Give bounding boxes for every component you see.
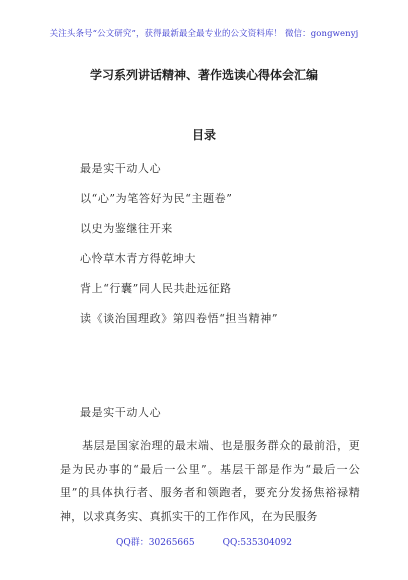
qq-group-number: QQ群：30265665 <box>116 538 195 548</box>
toc-item: 以“心”为笔答好为民“主题卷” <box>80 192 233 205</box>
toc-item: 读《谈治国理政》第四卷悟“担当精神” <box>80 312 279 325</box>
toc-item: 背上“行囊”同人民共赴远征路 <box>80 282 232 295</box>
toc-list <box>80 161 278 341</box>
toc-item: 最是实干动人心 <box>80 162 162 175</box>
toc-title: 目录 <box>191 128 216 142</box>
document-title: 学习系列讲话精神、著作选读心得体会汇编 <box>89 68 318 82</box>
toc-item: 以史为鉴继往开来 <box>80 222 173 235</box>
section-heading: 最是实干动人心 <box>80 406 162 419</box>
toc-item: 心怜草木青方得乾坤大 <box>80 252 196 265</box>
body-paragraph: 基层是国家治理的最末端、也是服务群众的最前沿，更是为民办事的“最后一公里”。基层干部是作为“最后一公里”的具体执行者、服务者和领跑者，要充分发扬焦裕禄精神，以求真务实、真抓实干的工作作风，在为民服务 <box>60 439 360 523</box>
qq-number: QQ:535304092 <box>222 538 292 548</box>
header-note: 关注头条号“公文研究”，获得最新最全最专业的公文资料库！ 微信：gongwenyj <box>49 29 359 39</box>
footer-contact <box>0 535 408 548</box>
